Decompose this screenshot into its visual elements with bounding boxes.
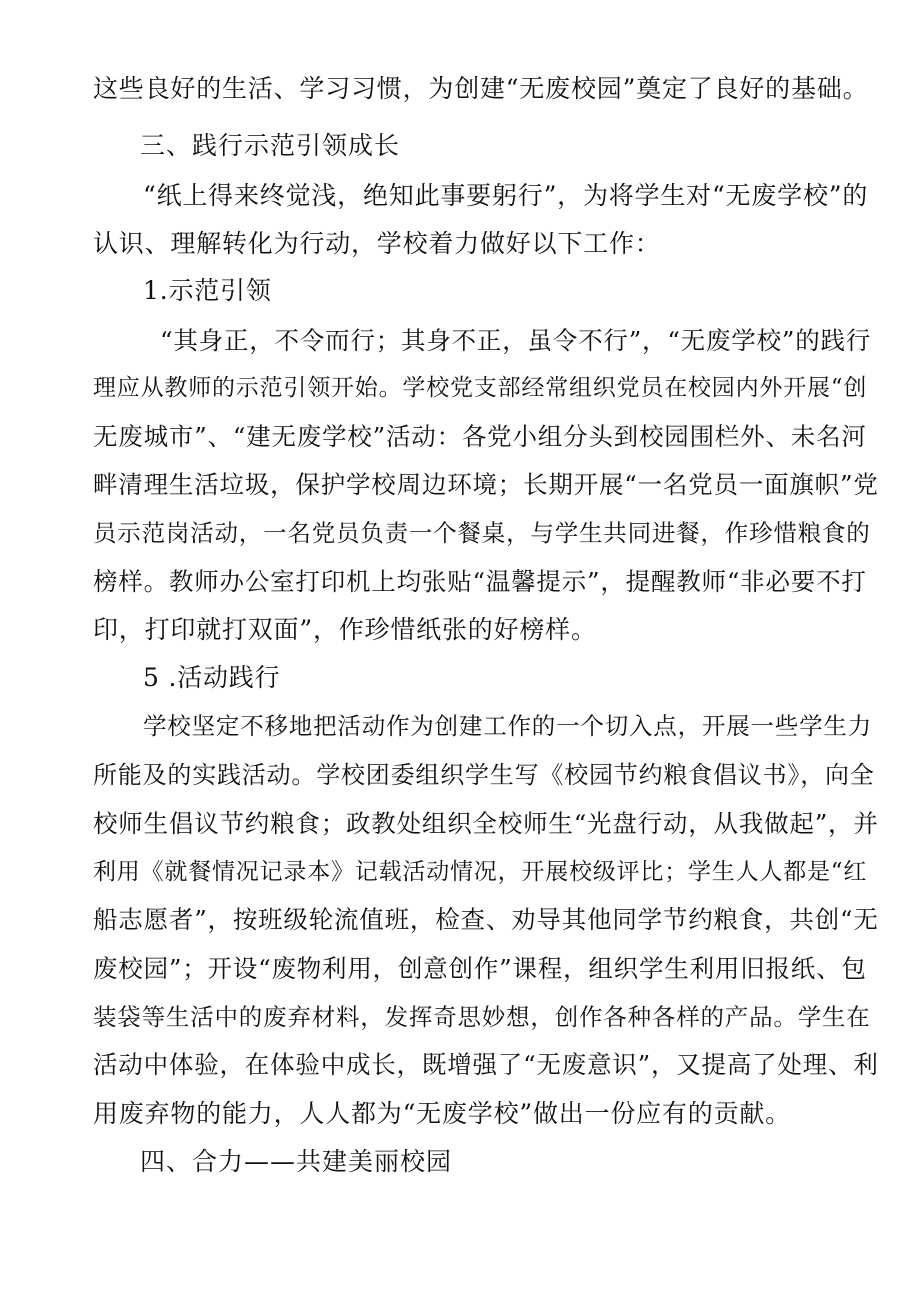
paragraph-line: 用废弃物的能力，人人都为“无废学校”做出一份应有的贡献。 (93, 1099, 791, 1128)
subheading-1: 1.示范引领 (143, 276, 272, 305)
paragraph-line: 学校坚定不移地把活动作为创建工作的一个切入点，开展一些学生力 (143, 712, 872, 740)
paragraph-line: 利用《就餐情况记录本》记载活动情况，开展校级评比；学生人人都是“红 (93, 859, 868, 885)
paragraph-line: 校师生倡议节约粮食；政教处组织全校师生“光盘行动，从我做起”，并 (93, 809, 879, 838)
paragraph-line: 这些良好的生活、学习习惯，为创建“无废校园”奠定了良好的基础。 (93, 74, 869, 103)
subheading-5: 5 .活动践行 (143, 663, 281, 692)
section-heading-4: 四、合力——共建美丽校园 (140, 1147, 453, 1176)
paragraph-line: 所能及的实践活动。学校团委组织学生写《校园节约粮食倡议书》，向全 (93, 761, 875, 789)
paragraph-line: 畔清理生活垃圾，保护学校周边环境；长期开展“一名党员一面旗帜”党 (93, 470, 879, 499)
section-heading-3: 三、践行示范引领成长 (140, 131, 401, 160)
paragraph-line: 榜样。教师办公室打印机上均张贴“温馨提示”，提醒教师“非必要不打 (93, 567, 867, 596)
paragraph-line: 船志愿者”，按班级轮流值班，检查、劝导其他同学节约粮食，共创“无 (93, 905, 879, 934)
paragraph-line: “纸上得来终觉浅，绝知此事要躬行”，为将学生对“无废学校”的 (143, 181, 869, 210)
paragraph-line: 理应从教师的示范引领开始。学校党支部经常组织党员在校园内外开展“创 (93, 375, 868, 401)
paragraph-line: 员示范岗活动，一名党员负责一个餐桌，与学生共同进餐，作珍惜粮食的 (93, 519, 871, 547)
paragraph-line: 装袋等生活中的废弃材料，发挥奇思妙想，创作各种各样的产品。学生在 (93, 1003, 871, 1031)
paragraph-line: 认识、理解转化为行动，学校着力做好以下工作： (93, 229, 661, 258)
paragraph-line: 废校园”；开设“废物利用，创意创作”课程，组织学生利用旧报纸、包 (93, 954, 867, 983)
paragraph-line: 印，打印就打双面”，作珍惜纸张的好榜样。 (93, 615, 597, 644)
paragraph-line: 活动中体验，在体验中成长，既增强了“无废意识”，又提高了处理、利 (93, 1050, 879, 1079)
paragraph-line: 无废城市”、“建无废学校”活动：各党小组分头到校园围栏外、未名河 (93, 422, 867, 451)
paragraph-line: “其身正，不令而行；其身不正，虽令不行”，“无废学校”的践行 (160, 326, 872, 355)
